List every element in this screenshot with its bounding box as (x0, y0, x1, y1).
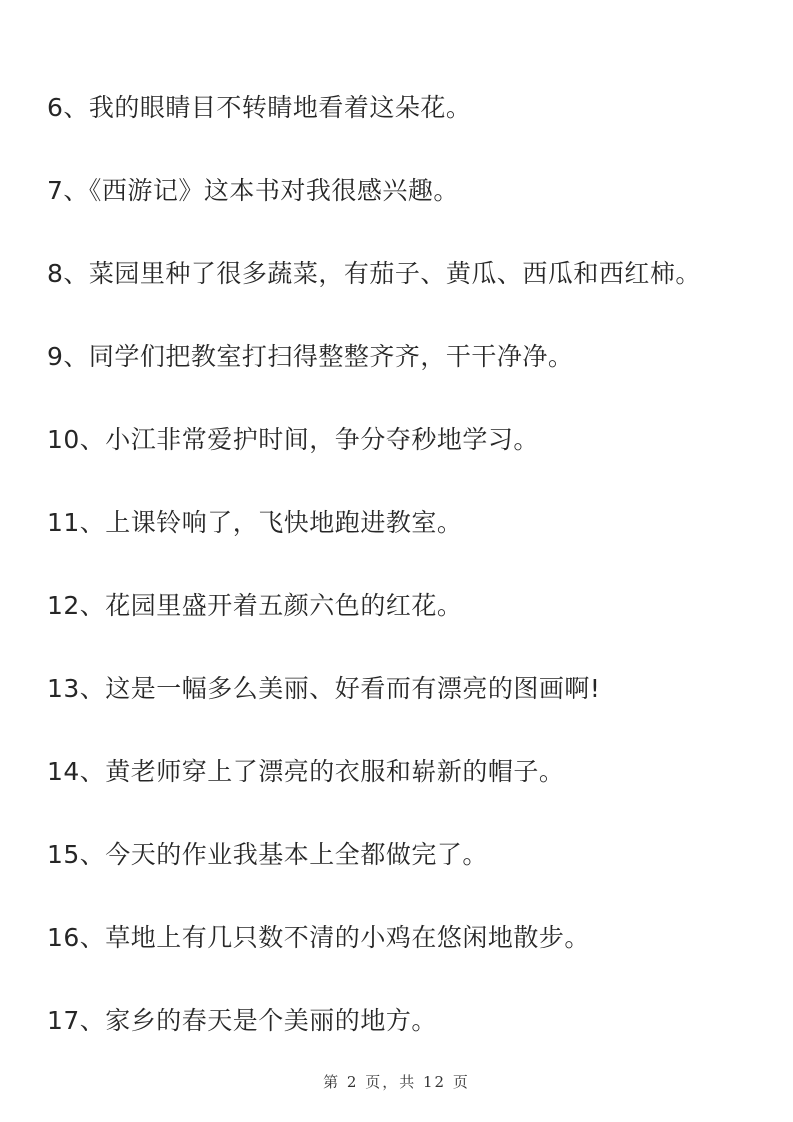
sentence-item-17: 17、家乡的春天是个美丽的地方。 (47, 1006, 437, 1035)
sentence-list (47, 94, 763, 1035)
sentence-item-12: 12、花园里盛开着五颜六色的红花。 (47, 591, 463, 620)
sentence-item-14: 14、黄老师穿上了漂亮的衣服和崭新的帽子。 (47, 757, 565, 786)
sentence-item-6: 6、我的眼睛目不转睛地看着这朵花。 (47, 93, 472, 122)
page-number-footer: 第 2 页，共 12 页 (323, 1073, 470, 1091)
sentence-item-8: 8、菜园里种了很多蔬菜，有茄子、黄瓜、西瓜和西红柿。 (47, 259, 701, 288)
sentence-item-15: 15、今天的作业我基本上全都做完了。 (47, 840, 488, 869)
sentence-item-10: 10、小江非常爱护时间，争分夺秒地学习。 (47, 425, 539, 454)
sentence-item-9: 9、同学们把教室打扫得整整齐齐，干干净净。 (47, 342, 574, 371)
sentence-item-16: 16、草地上有几只数不清的小鸡在悠闲地散步。 (47, 923, 590, 952)
sentence-item-11: 11、上课铃响了，飞快地跑进教室。 (47, 508, 463, 537)
sentence-item-13: 13、这是一幅多么美丽、好看而有漂亮的图画啊! (47, 674, 601, 703)
sentence-item-7: 7、《西游记》这本书对我很感兴趣。 (47, 176, 459, 205)
